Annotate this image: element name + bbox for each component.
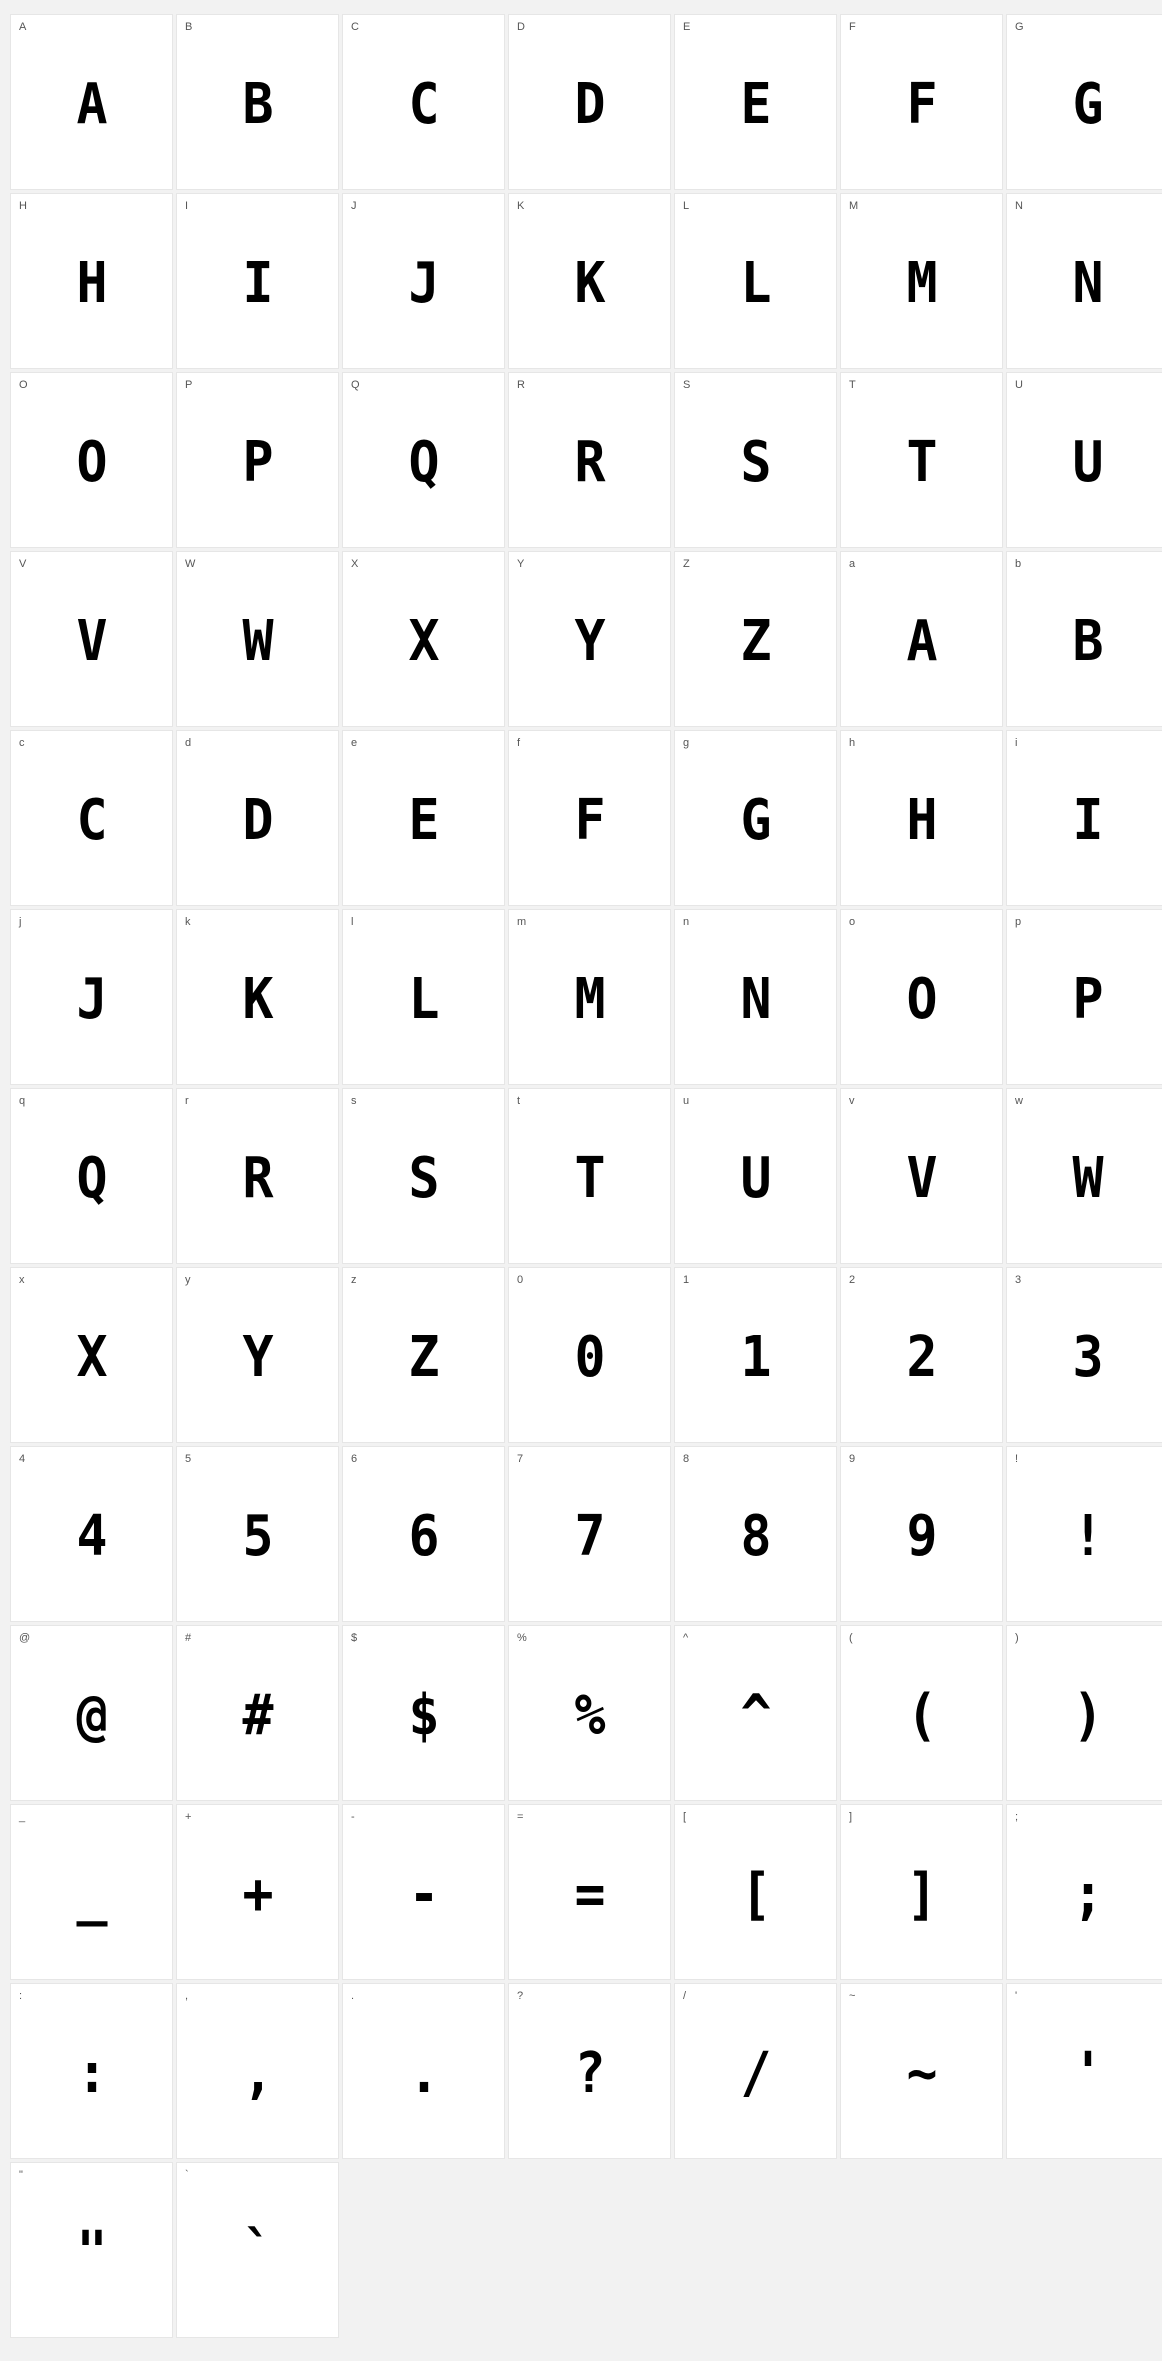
glyph-cell[interactable] [342,1983,505,2159]
glyph-cell-label: x [19,1274,25,1286]
glyph-character: ) [1072,1683,1103,1748]
glyph-cell-label: ( [849,1632,853,1644]
glyph-character: U [1072,430,1103,495]
glyph-cell-label: U [1015,379,1024,391]
glyph-cell[interactable] [674,1804,837,1980]
glyph-cell[interactable] [508,14,671,190]
glyph-cell-label: v [849,1095,855,1107]
glyph-character: 7 [574,1504,605,1569]
glyph-cell-label: 8 [683,1453,690,1465]
glyph-cell-label: p [1015,916,1022,928]
glyph-cell-label: m [517,916,527,928]
glyph-character: Y [242,1325,273,1390]
glyph-cell[interactable] [840,1625,1003,1801]
glyph-cell[interactable] [1006,1446,1162,1622]
glyph-cell[interactable] [176,730,339,906]
glyph-cell-label: a [849,558,856,570]
glyph-cell[interactable] [10,1625,173,1801]
glyph-cell[interactable] [674,193,837,369]
glyph-character: / [740,2041,771,2106]
glyph-character: ? [574,2041,605,2106]
glyph-cell[interactable] [10,1804,173,1980]
glyph-cell[interactable] [840,909,1003,1085]
glyph-character: P [1072,967,1103,1032]
glyph-cell-label: ! [1015,1453,1019,1465]
glyph-cell[interactable] [176,372,339,548]
glyph-cell-label: D [517,21,526,33]
glyph-character: R [242,1146,273,1211]
glyph-character: Y [574,609,605,674]
glyph-cell-label: w [1015,1095,1024,1107]
glyph-cell-label: s [351,1095,357,1107]
glyph-character: T [906,430,937,495]
glyph-character: 5 [242,1504,273,1569]
glyph-character: X [408,609,439,674]
glyph-character: [ [740,1862,771,1927]
glyph-character: _ [76,1862,107,1927]
glyph-cell[interactable] [674,730,837,906]
glyph-cell-label: / [683,1990,687,2002]
glyph-cell-label: " [19,2169,24,2181]
glyph-cell[interactable] [10,1088,173,1264]
glyph-cell[interactable] [508,193,671,369]
glyph-cell[interactable] [342,1088,505,1264]
glyph-cell-label: d [185,737,192,749]
glyph-cell[interactable] [1006,551,1162,727]
glyph-cell-label: L [683,200,690,212]
glyph-cell[interactable] [508,730,671,906]
glyph-character: # [242,1683,273,1748]
glyph-cell-label: X [351,558,359,570]
glyph-cell-label: G [1015,21,1024,33]
glyph-character: H [906,788,937,853]
glyph-cell[interactable] [840,1267,1003,1443]
glyph-character: X [76,1325,107,1390]
glyph-cell-label: W [185,558,196,570]
glyph-cell[interactable] [508,1267,671,1443]
glyph-character: W [242,609,273,674]
glyph-character: L [740,251,771,316]
glyph-cell[interactable] [176,2162,339,2338]
glyph-cell[interactable] [10,1267,173,1443]
glyph-cell-label: ~ [849,1990,856,2002]
glyph-cell-label: [ [683,1811,687,1823]
glyph-cell-label: A [19,21,27,33]
glyph-cell-label: 2 [849,1274,856,1286]
glyph-cell-label: # [185,1632,192,1644]
glyph-character: O [906,967,937,1032]
glyph-cell[interactable] [176,1267,339,1443]
glyph-cell-label: o [849,916,856,928]
glyph-cell-label: 3 [1015,1274,1022,1286]
glyph-cell-label: . [351,1990,355,2002]
glyph-character: C [408,72,439,137]
glyph-character: M [574,967,605,1032]
glyph-character: H [76,251,107,316]
glyph-character: R [574,430,605,495]
glyph-character: G [740,788,771,853]
glyph-cell-label: ) [1015,1632,1019,1644]
glyph-cell-label: b [1015,558,1022,570]
glyph-character: S [408,1146,439,1211]
glyph-cell[interactable] [176,909,339,1085]
glyph-cell[interactable] [342,909,505,1085]
glyph-cell[interactable] [176,1625,339,1801]
glyph-character: , [242,2041,273,2106]
glyph-cell[interactable] [342,1804,505,1980]
glyph-character: K [242,967,273,1032]
glyph-cell-label: z [351,1274,357,1286]
glyph-cell[interactable] [674,14,837,190]
glyph-cell[interactable] [10,1983,173,2159]
glyph-cell[interactable] [508,1446,671,1622]
glyph-cell[interactable] [10,730,173,906]
glyph-cell-label: J [351,200,357,212]
glyph-cell[interactable] [840,1088,1003,1264]
glyph-cell[interactable] [674,1983,837,2159]
glyph-cell-label: _ [19,1811,26,1823]
glyph-cell[interactable] [674,372,837,548]
glyph-cell-label: 1 [683,1274,690,1286]
glyph-cell-label: 9 [849,1453,856,1465]
glyph-character: ] [906,1862,937,1927]
glyph-character: @ [76,1683,107,1748]
glyph-cell[interactable] [1006,1804,1162,1980]
glyph-character: J [76,967,107,1032]
glyph-character: F [574,788,605,853]
glyph-cell-label: S [683,379,691,391]
glyph-cell-label: ' [1015,1990,1018,2002]
glyph-cell-label: H [19,200,28,212]
glyph-cell-label: R [517,379,526,391]
glyph-cell[interactable] [176,1983,339,2159]
glyph-cell-label: q [19,1095,26,1107]
glyph-character: 8 [740,1504,771,1569]
glyph-cell-label: K [517,200,525,212]
glyph-cell-label: c [19,737,25,749]
glyph-character: 3 [1072,1325,1103,1390]
glyph-cell-label: B [185,21,193,33]
glyph-cell-label: l [351,916,354,928]
glyph-character: O [76,430,107,495]
glyph-cell-label: 5 [185,1453,192,1465]
glyph-cell[interactable] [1006,1625,1162,1801]
glyph-cell[interactable] [342,730,505,906]
glyph-cell[interactable] [508,1088,671,1264]
glyph-cell-label: k [185,916,191,928]
glyph-cell[interactable] [342,372,505,548]
glyph-cell[interactable] [674,1088,837,1264]
glyph-cell[interactable] [10,1446,173,1622]
glyph-cell-label: @ [19,1632,31,1644]
glyph-cell-label: i [1015,737,1018,749]
glyph-character: D [574,72,605,137]
glyph-cell-label: , [185,1990,189,2002]
glyph-cell-label: Q [351,379,360,391]
glyph-cell[interactable] [342,1446,505,1622]
glyph-cell[interactable] [1006,909,1162,1085]
glyph-cell[interactable] [342,193,505,369]
glyph-character: A [76,72,107,137]
glyph-character: U [740,1146,771,1211]
glyph-character: G [1072,72,1103,137]
glyph-cell[interactable] [674,1625,837,1801]
glyph-cell[interactable] [176,551,339,727]
glyph-cell-label: Y [517,558,525,570]
glyph-character: ( [906,1683,937,1748]
glyph-character: Q [76,1146,107,1211]
glyph-character: % [574,1683,605,1748]
glyph-cell-label: = [517,1811,524,1823]
glyph-cell[interactable] [840,1446,1003,1622]
glyph-cell[interactable] [1006,1267,1162,1443]
glyph-cell-label: ^ [683,1632,689,1644]
glyph-character: 1 [740,1325,771,1390]
glyph-character: ` [242,2220,273,2285]
glyph-character: I [242,251,273,316]
glyph-cell-label: Z [683,558,691,570]
glyph-cell[interactable] [674,1446,837,1622]
glyph-character: Q [408,430,439,495]
glyph-character: 2 [906,1325,937,1390]
glyph-cell-label: y [185,1274,191,1286]
glyph-cell-label: M [849,200,859,212]
glyph-cell-label: E [683,21,691,33]
glyph-cell-label: - [351,1811,355,1823]
glyph-cell-label: P [185,379,193,391]
glyph-cell-label: r [185,1095,189,1107]
glyph-character: E [408,788,439,853]
glyph-cell[interactable] [1006,14,1162,190]
glyph-character: E [740,72,771,137]
glyph-character: ; [1072,1862,1103,1927]
glyph-character: 9 [906,1504,937,1569]
glyph-character: 6 [408,1504,439,1569]
glyph-cell[interactable] [1006,1088,1162,1264]
glyph-cell-label: g [683,737,690,749]
glyph-character: $ [408,1683,439,1748]
glyph-character: B [1072,609,1103,674]
glyph-cell-label: 6 [351,1453,358,1465]
glyph-cell-label: + [185,1811,192,1823]
glyph-character: ~ [906,2041,937,2106]
glyph-cell[interactable] [674,551,837,727]
glyph-cell-label: : [19,1990,23,2002]
glyph-cell-label: n [683,916,690,928]
glyph-cell-label: h [849,737,856,749]
glyph-cell[interactable] [674,909,837,1085]
glyph-character: C [76,788,107,853]
glyph-cell-label: u [683,1095,690,1107]
glyph-character: 4 [76,1504,107,1569]
glyph-character: P [242,430,273,495]
glyph-cell-label: ? [517,1990,524,2002]
glyph-cell[interactable] [840,1804,1003,1980]
glyph-cell[interactable] [840,14,1003,190]
glyph-character: . [408,2041,439,2106]
glyph-cell-label: 0 [517,1274,524,1286]
glyph-cell[interactable] [508,1983,671,2159]
glyph-character: ^ [740,1683,771,1748]
glyph-cell-label: V [19,558,27,570]
glyph-character: I [1072,788,1103,853]
glyph-grid [10,14,1152,2338]
glyph-cell[interactable] [674,1267,837,1443]
glyph-cell[interactable] [10,372,173,548]
glyph-character: : [76,2041,107,2106]
glyph-cell[interactable] [342,551,505,727]
glyph-cell-label: e [351,737,358,749]
glyph-cell-label: C [351,21,360,33]
glyph-character: 0 [574,1325,605,1390]
glyph-cell-label: t [517,1095,521,1107]
glyph-character: Z [740,609,771,674]
glyph-cell[interactable] [176,14,339,190]
glyph-character: D [242,788,273,853]
glyph-cell[interactable] [176,1804,339,1980]
glyph-character: V [906,1146,937,1211]
glyph-cell[interactable] [10,193,173,369]
glyph-cell-label: T [849,379,857,391]
glyph-cell[interactable] [342,1625,505,1801]
glyph-character: J [408,251,439,316]
glyph-cell[interactable] [1006,193,1162,369]
glyph-cell[interactable] [840,372,1003,548]
glyph-character: W [1072,1146,1103,1211]
glyph-cell-label: 4 [19,1453,26,1465]
glyph-cell[interactable] [10,909,173,1085]
glyph-character: S [740,430,771,495]
glyph-character: M [906,251,937,316]
glyph-cell[interactable] [840,193,1003,369]
glyph-cell-label: ] [849,1811,853,1823]
glyph-cell-label: $ [351,1632,358,1644]
glyph-character: ! [1072,1504,1103,1569]
glyph-cell[interactable] [342,14,505,190]
glyph-character: Z [408,1325,439,1390]
glyph-cell[interactable] [176,1446,339,1622]
glyph-character: K [574,251,605,316]
glyph-cell-label: % [517,1632,528,1644]
glyph-cell[interactable] [10,551,173,727]
glyph-cell[interactable] [508,1625,671,1801]
glyph-cell[interactable] [1006,372,1162,548]
glyph-character: N [1072,251,1103,316]
glyph-character: N [740,967,771,1032]
glyph-cell[interactable] [342,1267,505,1443]
glyph-cell[interactable] [508,551,671,727]
glyph-cell[interactable] [1006,1983,1162,2159]
glyph-cell[interactable] [840,1983,1003,2159]
glyph-cell-label: f [517,737,521,749]
glyph-cell[interactable] [508,1804,671,1980]
glyph-cell[interactable] [840,730,1003,906]
glyph-character: " [76,2220,107,2285]
glyph-character: = [574,1862,605,1927]
glyph-character: L [408,967,439,1032]
glyph-cell[interactable] [840,551,1003,727]
glyph-cell-label: j [19,916,22,928]
glyph-cell[interactable] [10,14,173,190]
glyph-cell[interactable] [508,372,671,548]
glyph-cell[interactable] [10,2162,173,2338]
glyph-character: T [574,1146,605,1211]
glyph-cell-label: ` [185,2169,189,2181]
glyph-cell[interactable] [176,193,339,369]
glyph-cell-label: O [19,379,28,391]
glyph-character: V [76,609,107,674]
glyph-character: B [242,72,273,137]
glyph-cell-label: F [849,21,857,33]
glyph-character: ' [1072,2041,1103,2106]
glyph-character: A [906,609,937,674]
glyph-character: + [242,1862,273,1927]
glyph-cell-label: ; [1015,1811,1019,1823]
glyph-cell-label: N [1015,200,1024,212]
glyph-cell[interactable] [176,1088,339,1264]
glyph-character: F [906,72,937,137]
glyph-cell-label: I [185,200,189,212]
glyph-cell-label: 7 [517,1453,524,1465]
glyph-character: - [408,1862,439,1927]
glyph-cell[interactable] [1006,730,1162,906]
glyph-cell[interactable] [508,909,671,1085]
